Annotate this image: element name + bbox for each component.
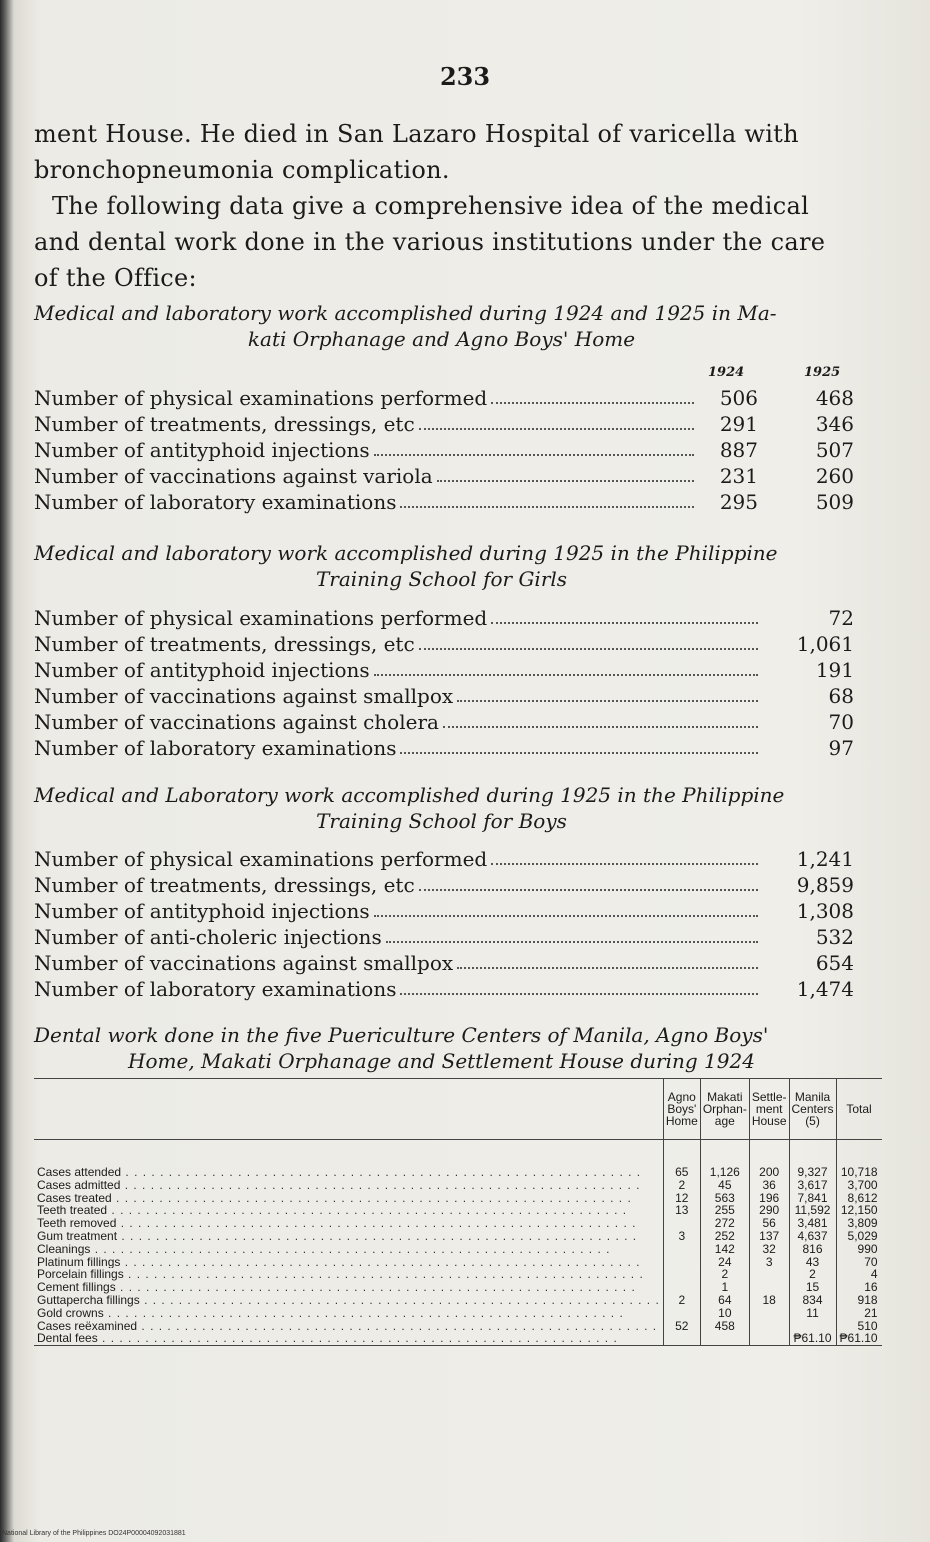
table-row	[34, 1179, 882, 1192]
row-label: Number of vaccinations against smallpox	[34, 951, 454, 975]
dental-cell-manila: 2	[789, 1268, 836, 1281]
table-row	[34, 1243, 882, 1256]
dental-cell-makati: 563	[700, 1192, 749, 1205]
value-1924: 887	[719, 438, 758, 462]
dot-leader	[491, 402, 694, 404]
dental-cell-total: 12,150	[836, 1204, 882, 1217]
dental-cell-makati: 142	[700, 1243, 749, 1256]
dental-cell-total: 3,700	[836, 1179, 882, 1192]
value-cell: 1,241	[796, 847, 854, 871]
dot-leader	[419, 648, 758, 650]
dental-cell-makati: 1,126	[700, 1140, 749, 1179]
dental-cell-manila: 11,592	[789, 1204, 836, 1217]
dental-row-label	[34, 1332, 663, 1345]
dental-cell-agno	[663, 1268, 700, 1281]
dental-row-label	[34, 1256, 663, 1269]
value-1924: 506	[719, 386, 758, 410]
dot-leader: . . . . . . . . . . . . . . . . . . . . . . . . . . . . . . . . . . . . . . . . . . . . . . . . . . . . . . . . . . . .	[121, 1165, 642, 1179]
dot-leader	[400, 752, 758, 754]
dental-cell-agno	[663, 1332, 700, 1345]
dental-cell-settlement	[749, 1268, 789, 1281]
section4-title-line2: Home, Makati Orphanage and Settlement House during 1924	[128, 1049, 755, 1073]
dental-cell-makati: 24	[700, 1256, 749, 1269]
dot-leader: . . . . . . . . . . . . . . . . . . . . . . . . . . . . . . . . . . . . . . . . . . . . . . . . . . . . . . . . . . . .	[120, 1255, 641, 1269]
dental-cell-settlement: 18	[749, 1294, 789, 1307]
dental-cell-makati	[700, 1332, 749, 1345]
table-row	[34, 384, 854, 410]
row-label: Number of anti-choleric injections	[34, 925, 382, 949]
table-row	[34, 630, 854, 656]
dental-cell-agno: 13	[663, 1204, 700, 1217]
dot-leader: . . . . . . . . . . . . . . . . . . . . . . . . . . . . . . . . . . . . . . . . . . . . . . . . . . . . . . . . . . . .	[115, 1281, 636, 1294]
row-label: Number of laboratory examinations	[34, 490, 397, 514]
table-row	[34, 604, 854, 630]
row-label: Number of vaccinations against cholera	[34, 710, 439, 734]
dental-cell-manila: ₱61.10	[789, 1332, 836, 1345]
page-number: 233	[439, 62, 491, 91]
dental-table-header	[34, 1079, 882, 1140]
dental-row-label-text: Platinum fillings	[37, 1255, 121, 1269]
table-row	[34, 1230, 882, 1243]
dental-row-label-text: Cleanings	[37, 1242, 91, 1256]
value-cell: 9,859	[796, 873, 854, 897]
row-label: Number of antityphoid injections	[34, 438, 370, 462]
dental-cell-makati: 64	[700, 1294, 749, 1307]
col-header-makati: Makati Orphan-age	[700, 1079, 749, 1140]
dot-leader: . . . . . . . . . . . . . . . . . . . . . . . . . . . . . . . . . . . . . . . . . . . . . . . . . . . . . . . . . . . .	[120, 1178, 641, 1192]
dental-work-table	[34, 1078, 882, 1346]
dot-leader	[437, 480, 694, 482]
year-header-1925: 1925	[804, 365, 841, 380]
dot-leader	[491, 863, 758, 865]
dental-row-label-text: Cases attended	[37, 1165, 122, 1179]
section1-title	[34, 300, 849, 352]
section2-title	[34, 540, 849, 592]
dental-row-label	[34, 1307, 663, 1320]
dental-row-label-text: Gum treatment	[37, 1229, 118, 1243]
dental-cell-makati: 252	[700, 1230, 749, 1243]
dental-row-label-text: Dental fees	[37, 1332, 98, 1346]
table-row	[34, 488, 854, 514]
row-label: Number of treatments, dressings, etc	[34, 632, 415, 656]
dental-cell-settlement	[749, 1307, 789, 1320]
dental-cell-manila: 3,617	[789, 1179, 836, 1192]
row-label: Number of treatments, dressings, etc	[34, 412, 415, 436]
dental-row-label	[34, 1320, 663, 1333]
dot-leader	[443, 726, 758, 728]
section3-title-line2: Training School for Boys	[316, 809, 567, 833]
dental-cell-total: 510	[836, 1320, 882, 1333]
table-row	[34, 897, 854, 923]
col-header-manila: Manila Centers (5)	[789, 1079, 836, 1140]
table-row	[34, 1256, 882, 1269]
dental-row-label	[34, 1179, 663, 1192]
dental-cell-manila: 7,841	[789, 1192, 836, 1205]
dental-row-label	[34, 1294, 663, 1307]
section1-title-line2: kati Orphanage and Agno Boys' Home	[247, 327, 636, 351]
value-1925: 507	[815, 438, 854, 462]
dental-cell-total: 16	[836, 1281, 882, 1294]
section3-title-line1: Medical and Laboratory work accomplished during 1925 in the Philippine	[34, 783, 785, 807]
dental-cell-total: 918	[836, 1294, 882, 1307]
dental-cell-settlement: 36	[749, 1179, 789, 1192]
dot-leader: . . . . . . . . . . . . . . . . . . . . . . . . . . . . . . . . . . . . . . . . . . . . . . . . . . . . . . . . . . . .	[123, 1268, 644, 1282]
dental-cell-manila: 3,481	[789, 1217, 836, 1230]
table-row	[34, 949, 854, 975]
col-header-settlement: Settle-ment House	[749, 1079, 789, 1140]
section2-title-line2: Training School for Girls	[315, 567, 568, 591]
table-row	[34, 871, 854, 897]
row-label: Number of vaccinations against smallpox	[34, 684, 454, 708]
dental-cell-total: 990	[836, 1243, 882, 1256]
row-label: Number of physical examinations performed	[34, 847, 488, 871]
dental-cell-makati: 45	[700, 1179, 749, 1192]
dental-cell-manila: 4,637	[789, 1230, 836, 1243]
dental-cell-settlement: 290	[749, 1204, 789, 1217]
row-label: Number of antityphoid injections	[34, 899, 370, 923]
dental-cell-agno	[663, 1307, 700, 1320]
value-cell: 70	[828, 710, 854, 734]
dot-leader: . . . . . . . . . . . . . . . . . . . . . . . . . . . . . . . . . . . . . . . . . . . . . . . . . . . . . . . . . . . .	[117, 1229, 638, 1243]
dental-row-label-text: Teeth removed	[37, 1217, 117, 1230]
dot-leader: . . . . . . . . . . . . . . . . . . . . . . . . . . . . . . . . . . . . . . . . . . . . . . . . . . . . . . . . . . . .	[111, 1191, 632, 1205]
value-1925: 260	[815, 464, 854, 488]
value-cell: 532	[815, 925, 854, 949]
value-cell: 72	[828, 606, 854, 630]
dental-row-label	[34, 1204, 663, 1217]
dot-leader	[374, 915, 758, 917]
dental-cell-manila: 11	[789, 1307, 836, 1320]
dot-leader	[457, 967, 758, 969]
dental-cell-makati: 272	[700, 1217, 749, 1230]
table-row	[34, 975, 854, 1001]
table-row	[34, 1268, 882, 1281]
dental-cell-makati: 10	[700, 1307, 749, 1320]
table-row	[34, 1332, 882, 1345]
dental-row-label-text: Gold crowns	[37, 1306, 104, 1320]
dental-cell-manila: 834	[789, 1294, 836, 1307]
dental-row-header-blank	[34, 1079, 663, 1140]
dot-leader: . . . . . . . . . . . . . . . . . . . . . . . . . . . . . . . . . . . . . . . . . . . . . . . . . . . . . . . . . . . .	[139, 1293, 660, 1307]
dental-cell-manila: 9,327	[789, 1140, 836, 1179]
dental-row-label-text: Porcelain fillings	[37, 1268, 124, 1282]
dental-cell-total: 5,029	[836, 1230, 882, 1243]
dental-cell-manila: 816	[789, 1243, 836, 1256]
dental-cell-total: 8,612	[836, 1192, 882, 1205]
table-row	[34, 1320, 882, 1333]
table-row	[34, 1204, 882, 1217]
value-1925: 468	[815, 386, 854, 410]
dental-row-label	[34, 1281, 663, 1294]
table-row	[34, 1307, 882, 1320]
table-row	[34, 845, 854, 871]
dental-cell-makati: 1	[700, 1281, 749, 1294]
dot-leader: . . . . . . . . . . . . . . . . . . . . . . . . . . . . . . . . . . . . . . . . . . . . . . . . . . . . . . . . . . . .	[90, 1242, 611, 1256]
value-cell: 1,308	[796, 899, 854, 923]
value-1925: 346	[815, 412, 854, 436]
dot-leader	[457, 700, 758, 702]
row-label: Number of vaccinations against variola	[34, 464, 433, 488]
dental-row-label	[34, 1192, 663, 1205]
dental-row-label-text: Cement fillings	[37, 1281, 116, 1294]
section4-title	[34, 1022, 849, 1074]
dot-leader	[400, 506, 694, 508]
paragraph-continuation: ment House. He died in San Lazaro Hospital of varicella with bronchopneumonia complication.	[34, 120, 799, 184]
section1-title-line1: Medical and laboratory work accomplished during 1924 and 1925 in Ma-	[34, 301, 777, 325]
row-label: Number of treatments, dressings, etc	[34, 873, 415, 897]
dot-leader	[491, 622, 758, 624]
dental-cell-settlement: 200	[749, 1140, 789, 1179]
dental-table-body	[34, 1140, 882, 1346]
dental-cell-settlement: 56	[749, 1217, 789, 1230]
value-cell: 68	[828, 684, 854, 708]
dental-row-label-text: Cases admitted	[37, 1178, 121, 1192]
dental-row-label	[34, 1230, 663, 1243]
dental-cell-settlement	[749, 1332, 789, 1345]
row-label: Number of laboratory examinations	[34, 977, 397, 1001]
row-label: Number of laboratory examinations	[34, 736, 397, 760]
table-row	[34, 436, 854, 462]
table-row	[34, 1192, 882, 1205]
dental-cell-agno	[663, 1243, 700, 1256]
dental-cell-settlement	[749, 1320, 789, 1333]
dental-row-label	[34, 1243, 663, 1256]
paragraph-intro: The following data give a comprehensive idea of the medical and dental work done in the various institutions under the care of the Office:	[34, 192, 826, 292]
dental-cell-agno: 2	[663, 1179, 700, 1192]
dot-leader: . . . . . . . . . . . . . . . . . . . . . . . . . . . . . . . . . . . . . . . . . . . . . . . . . . . . . . . . . . . .	[116, 1217, 637, 1230]
dental-cell-settlement: 3	[749, 1256, 789, 1269]
dental-cell-settlement: 196	[749, 1192, 789, 1205]
dental-row-label-text: Cases reëxamined	[37, 1319, 138, 1333]
table-row	[34, 1294, 882, 1307]
value-1924: 291	[719, 412, 758, 436]
dental-row-label	[34, 1217, 663, 1230]
table-row	[34, 1217, 882, 1230]
table-row	[34, 1140, 882, 1179]
dental-cell-total: ₱61.10	[836, 1332, 882, 1345]
dental-cell-total: 10,718	[836, 1140, 882, 1179]
dental-cell-total: 4	[836, 1268, 882, 1281]
value-cell: 654	[815, 951, 854, 975]
dot-leader: . . . . . . . . . . . . . . . . . . . . . . . . . . . . . . . . . . . . . . . . . . . . . . . . . . . . . . . . . . . .	[137, 1319, 658, 1333]
table-row	[34, 462, 854, 488]
dental-cell-total: 70	[836, 1256, 882, 1269]
col-header-total: Total	[836, 1079, 882, 1140]
dental-cell-agno: 2	[663, 1294, 700, 1307]
dental-cell-makati: 255	[700, 1204, 749, 1217]
dental-cell-settlement: 137	[749, 1230, 789, 1243]
dot-leader	[374, 454, 694, 456]
dental-cell-settlement: 32	[749, 1243, 789, 1256]
dot-leader	[419, 428, 694, 430]
section2-title-line1: Medical and laboratory work accomplished during 1925 in the Philippine	[34, 541, 778, 565]
value-1924: 295	[719, 490, 758, 514]
dental-cell-manila: 15	[789, 1281, 836, 1294]
dot-leader: . . . . . . . . . . . . . . . . . . . . . . . . . . . . . . . . . . . . . . . . . . . . . . . . . . . . . . . . . . . .	[107, 1204, 628, 1218]
value-1924: 231	[719, 464, 758, 488]
dental-cell-total: 21	[836, 1307, 882, 1320]
row-label: Number of physical examinations performed	[34, 606, 488, 630]
dental-cell-agno: 3	[663, 1230, 700, 1243]
value-cell: 1,061	[796, 632, 854, 656]
dental-cell-total: 3,809	[836, 1217, 882, 1230]
dental-cell-makati: 458	[700, 1320, 749, 1333]
dot-leader	[386, 941, 758, 943]
section4-title-line1: Dental work done in the five Puericulture Centers of Manila, Agno Boys'	[34, 1023, 769, 1047]
table-row	[34, 734, 854, 760]
value-cell: 97	[828, 736, 854, 760]
library-footer: National Library of the Philippines DO24P00004092031881	[2, 1530, 186, 1537]
dot-leader	[374, 674, 758, 676]
table-row	[34, 410, 854, 436]
col-header-agno: Agno Boys' Home	[663, 1079, 700, 1140]
dot-leader	[400, 993, 758, 995]
dental-row-label-text: Guttapercha fillings	[37, 1293, 140, 1307]
dental-cell-agno: 65	[663, 1140, 700, 1179]
table-row	[34, 923, 854, 949]
dot-leader	[419, 889, 758, 891]
dot-leader: . . . . . . . . . . . . . . . . . . . . . . . . . . . . . . . . . . . . . . . . . . . . . . . . . . . . . . . . . . . .	[97, 1332, 618, 1346]
value-1925: 509	[815, 490, 854, 514]
value-cell: 191	[815, 658, 854, 682]
table-row	[34, 656, 854, 682]
dental-row-label	[34, 1140, 663, 1179]
row-label: Number of physical examinations performed	[34, 386, 488, 410]
dental-row-label-text: Teeth treated	[37, 1204, 108, 1218]
dental-row-label	[34, 1268, 663, 1281]
table-row	[34, 708, 854, 734]
table-row	[34, 682, 854, 708]
dot-leader: . . . . . . . . . . . . . . . . . . . . . . . . . . . . . . . . . . . . . . . . . . . . . . . . . . . . . . . . . . . .	[103, 1306, 624, 1320]
row-label: Number of antityphoid injections	[34, 658, 370, 682]
dental-row-label-text: Cases treated	[37, 1191, 112, 1205]
dental-cell-makati: 2	[700, 1268, 749, 1281]
value-cell: 1,474	[796, 977, 854, 1001]
table-row	[34, 1281, 882, 1294]
dental-cell-agno	[663, 1256, 700, 1269]
dental-cell-manila: 43	[789, 1256, 836, 1269]
dental-cell-agno: 52	[663, 1320, 700, 1333]
year-header-1924: 1924	[708, 365, 745, 380]
dental-cell-agno: 12	[663, 1192, 700, 1205]
section3-title	[34, 782, 849, 834]
